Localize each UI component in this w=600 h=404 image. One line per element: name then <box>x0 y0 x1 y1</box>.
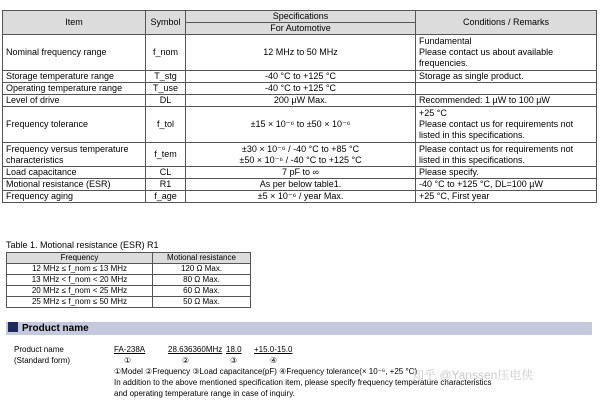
spec-item: Storage temperature range <box>3 71 146 83</box>
spec-value-line: As per below table1. <box>259 179 342 189</box>
product-name-legend: ①Model ②Frequency ③Load capacitance(pF) ④Frequency tolerance(× 10⁻⁶, +25 °C) <box>114 367 418 376</box>
spec-remarks-line: frequencies. <box>419 58 469 68</box>
table1-resistance: 60 Ω Max. <box>153 286 251 297</box>
product-name-label: Product name <box>14 345 64 354</box>
specifications-table <box>2 10 597 203</box>
part-model: FA-238A <box>114 345 146 354</box>
spec-remarks-line: Recommended: 1 µW to 100 µW <box>419 95 550 105</box>
header-specifications: Specifications <box>186 11 416 23</box>
spec-remarks-line: Please contact us for requirements not <box>419 143 574 154</box>
table1-frequency: 12 MHz ≤ f_nom ≤ 13 MHz <box>7 264 153 275</box>
spec-row <box>3 143 597 167</box>
spec-value <box>186 35 416 71</box>
spec-value <box>186 107 416 143</box>
marker-4: ④ <box>270 356 278 365</box>
motional-resistance-body <box>7 264 251 308</box>
spec-value <box>186 179 416 191</box>
table1-frequency: 25 MHz ≤ f_nom ≤ 50 MHz <box>7 297 153 308</box>
spec-value-line: ±15 × 10⁻⁶ to ±50 × 10⁻⁶ <box>250 119 351 129</box>
spec-value-line: ±50 × 10⁻⁶ / -40 °C to +125 °C <box>239 154 362 165</box>
spec-item: Frequency tolerance <box>3 107 146 143</box>
spec-value-line: ±30 × 10⁻⁶ / -40 °C to +85 °C <box>241 143 360 154</box>
spec-remarks <box>416 191 597 203</box>
spec-item: Level of drive <box>3 95 146 107</box>
spec-row <box>3 95 597 107</box>
spec-value-line: -40 °C to +125 °C <box>265 71 336 81</box>
header-for-automotive: For Automotive <box>186 23 416 35</box>
spec-remarks <box>416 167 597 179</box>
spec-row <box>3 179 597 191</box>
spec-row <box>3 167 597 179</box>
spec-remarks <box>416 179 597 191</box>
spec-symbol: CL <box>146 167 186 179</box>
spec-value <box>186 191 416 203</box>
spec-item: Motional resistance (ESR) <box>3 179 146 191</box>
spec-item: Operating temperature range <box>3 83 146 95</box>
spec-remarks-line: Please contact us for requirements not <box>419 119 574 129</box>
spec-symbol: R1 <box>146 179 186 191</box>
header-symbol: Symbol <box>146 11 186 35</box>
table1-frequency: 13 MHz < f_nom < 20 MHz <box>7 275 153 286</box>
header-item: Item <box>3 11 146 35</box>
watermark-text: 知乎 @Yanssen压电侠 <box>412 368 534 382</box>
spec-remarks <box>416 143 597 167</box>
marker-2: ② <box>182 356 190 365</box>
spec-remarks <box>416 95 597 107</box>
table1-header-frequency: Frequency <box>7 253 153 264</box>
spec-value <box>186 143 416 167</box>
spec-row <box>3 35 597 71</box>
spec-row <box>3 191 597 203</box>
spec-value <box>186 83 416 95</box>
spec-remarks-line: +25 °C, First year <box>419 191 490 201</box>
marker-3: ③ <box>230 356 238 365</box>
table1-resistance: 120 Ω Max. <box>153 264 251 275</box>
spec-symbol: T_use <box>146 83 186 95</box>
spec-row <box>3 83 597 95</box>
spec-remarks-line: listed in this specifications. <box>419 154 526 165</box>
table1-row <box>7 275 251 286</box>
spec-value-line: -40 °C to +125 °C <box>265 83 336 93</box>
spec-remarks-line: +25 °C <box>419 108 447 118</box>
spec-item: Load capacitance <box>3 167 146 179</box>
spec-value <box>186 71 416 83</box>
table1-frequency: 20 MHz ≤ f_nom < 25 MHz <box>7 286 153 297</box>
spec-symbol: DL <box>146 95 186 107</box>
product-name-note-1: In addition to the above mentioned specification item, please specify frequency temperature characteristics <box>114 378 492 387</box>
spec-value <box>186 95 416 107</box>
spec-remarks <box>416 71 597 83</box>
table1-resistance: 50 Ω Max. <box>153 297 251 308</box>
spec-row <box>3 107 597 143</box>
spec-remarks-line: Please specify. <box>419 167 479 177</box>
spec-remarks <box>416 35 597 71</box>
spec-value-line: ±5 × 10⁻⁶ / year Max. <box>257 191 344 201</box>
product-name-heading: Product name <box>22 323 89 334</box>
spec-remarks-line: Storage as single product. <box>419 71 524 81</box>
header-conditions: Conditions / Remarks <box>416 11 597 35</box>
motional-resistance-table <box>6 252 251 308</box>
spec-symbol: T_stg <box>146 71 186 83</box>
spec-value <box>186 167 416 179</box>
spec-value-line: 12 MHz to 50 MHz <box>263 47 338 57</box>
part-frequency: 28.636360MHz <box>168 345 223 354</box>
part-frequency-tolerance: +15.0-15.0 <box>254 345 293 354</box>
spec-symbol: f_tem <box>146 143 186 167</box>
spec-value-line: 200 µW Max. <box>273 95 328 105</box>
spec-item: Nominal frequency range <box>3 35 146 71</box>
spec-remarks-line: Please contact us about available <box>419 47 554 57</box>
spec-value-line: 7 pF to ∞ <box>282 167 319 177</box>
product-name-heading-bar <box>6 322 592 335</box>
table1-row <box>7 297 251 308</box>
table1-header-resistance: Motional resistance <box>153 253 251 264</box>
spec-row <box>3 71 597 83</box>
spec-remarks <box>416 83 597 95</box>
table1-row <box>7 264 251 275</box>
spec-symbol: f_tol <box>146 107 186 143</box>
marker-1: ① <box>124 356 132 365</box>
table1-resistance: 80 Ω Max. <box>153 275 251 286</box>
spec-symbol: f_nom <box>146 35 186 71</box>
spec-remarks-line: listed in this specifications. <box>419 130 526 140</box>
spec-item: Frequency aging <box>3 191 146 203</box>
standard-form-label: (Standard form) <box>14 356 71 365</box>
spec-remarks-line: -40 °C to +125 °C, DL=100 µW <box>419 179 543 189</box>
spec-remarks-line: Fundamental <box>419 36 472 46</box>
square-bullet-icon <box>8 322 18 332</box>
spec-symbol: f_age <box>146 191 186 203</box>
spec-item: Frequency versus temperature characteristics <box>3 143 146 167</box>
specifications-body <box>3 35 597 203</box>
table1-row <box>7 286 251 297</box>
spec-remarks <box>416 107 597 143</box>
part-load-capacitance: 18.0 <box>226 345 242 354</box>
table1-caption: Table 1. Motional resistance (ESR) R1 <box>6 240 159 250</box>
product-name-note-2: and operating temperature range in case of inquiry. <box>114 389 295 398</box>
